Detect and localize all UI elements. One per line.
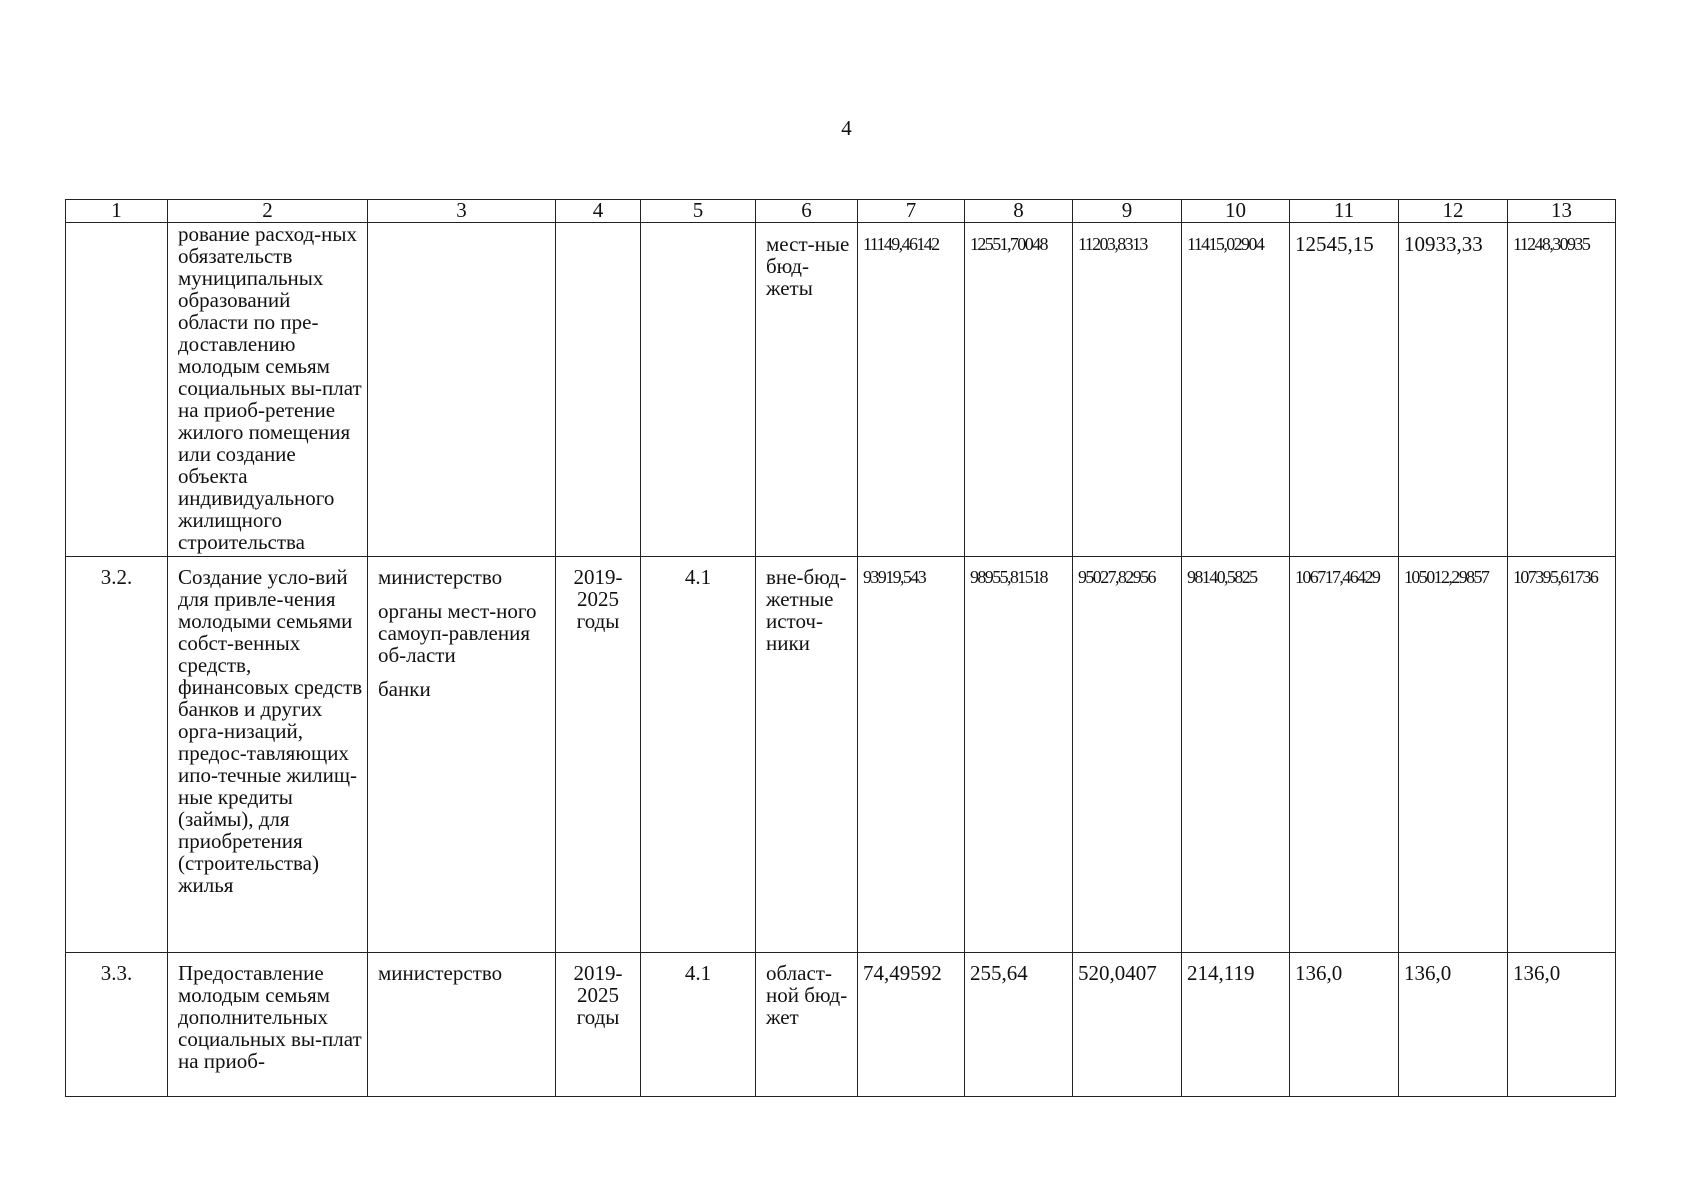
indicator-cell [641,953,756,1097]
value: 107395,61736 [1513,567,1598,587]
indicator-cell [641,557,756,953]
period: 2019-2025 годы [573,565,623,633]
column-header: 9 [1073,200,1182,223]
column-header: 2 [168,200,368,223]
value-cell [1182,953,1290,1097]
funding-source: мест-ные бюд-жеты [766,232,850,300]
column-header: 1 [66,200,168,223]
column-header: 11 [1290,200,1399,223]
funding-source: вне-бюд-жетные источ-ники [766,565,847,655]
column-header: 5 [641,200,756,223]
value: 136,0 [1513,961,1561,985]
measure-name-cell [168,557,368,953]
table-header-row [66,200,1616,223]
value-cell [1073,557,1182,953]
measure-name: рование расход-ных обязательств муниципальных образований области по пре-доставлению молодым семьям социальных вы-плат на приоб-ретение жилого помещения или создание объекта индивидуального жилищного строительства [178,222,362,554]
value: 136,0 [1295,961,1343,985]
value-cell [1399,557,1508,953]
column-header: 7 [858,200,965,223]
value: 105012,29857 [1404,567,1489,587]
executor: органы мест-ного самоуп-равления об-ласти [378,599,537,667]
value: 12545,15 [1295,232,1374,256]
column-header: 8 [965,200,1073,223]
value-cell [965,953,1073,1097]
value: 11248,30935 [1513,234,1590,254]
value: 106717,46429 [1295,567,1380,587]
executor: банки [378,677,431,701]
measure-name-cell [168,953,368,1097]
column-header: 6 [756,200,858,223]
indicator-cell [641,223,756,557]
period-cell [556,953,641,1097]
column-header: 10 [1182,200,1290,223]
table-row [66,953,1616,1097]
value: 98955,81518 [970,567,1047,587]
executors-cell [368,223,556,557]
value-cell [1508,557,1616,953]
executor: министерство [378,565,503,589]
row-number-cell [66,557,168,953]
value: 214,119 [1187,961,1255,985]
row-number-cell [66,223,168,557]
page-number: 4 [841,116,852,140]
column-header: 3 [368,200,556,223]
period: 2019-2025 годы [573,961,623,1029]
value-cell [858,223,965,557]
value-cell [1290,557,1399,953]
value-cell [1290,953,1399,1097]
program-measures-table [65,199,1616,1097]
funding-source: област-ной бюд-жет [766,961,848,1029]
row-number: 3.3. [100,961,133,985]
measure-name-cell [168,223,368,557]
column-header: 12 [1399,200,1508,223]
measure-name: Создание усло-вий для привле-чения молодыми семьями собст-венных средств, финансовых средств банков и других орга-низаций, предос-тавляющих ипо-течные жилищ-ные кредиты (займы), для приобретения (строительства) жилья [178,565,363,897]
period-cell [556,557,641,953]
value-cell [1399,223,1508,557]
value: 10933,33 [1404,232,1483,256]
funding-source-cell [756,223,858,557]
column-header: 4 [556,200,641,223]
value-cell [1182,223,1290,557]
value: 93919,543 [863,567,926,587]
value: 12551,70048 [970,234,1047,254]
value: 74,49592 [863,961,942,985]
executor: министерство [378,961,503,985]
indicator: 4.1 [684,565,712,589]
measure-name: Предоставление молодым семьям дополнительных социальных вы-плат на приоб- [178,961,362,1073]
table-row [66,557,1616,953]
funding-source-cell [756,557,858,953]
value: 11203,8313 [1078,234,1147,254]
value-cell [1073,953,1182,1097]
value-cell [1399,953,1508,1097]
value-cell [858,953,965,1097]
value-cell [965,557,1073,953]
value: 255,64 [970,961,1028,985]
value: 11415,02904 [1187,234,1264,254]
indicator: 4.1 [684,961,712,985]
executors-cell [368,953,556,1097]
value: 95027,82956 [1078,567,1155,587]
value-cell [858,557,965,953]
row-number-cell [66,953,168,1097]
column-header: 13 [1508,200,1616,223]
value-cell [1508,223,1616,557]
table-row [66,223,1616,557]
value-cell [1182,557,1290,953]
value-cell [965,223,1073,557]
value-cell [1290,223,1399,557]
funding-source-cell [756,953,858,1097]
executors-cell [368,557,556,953]
value-cell [1073,223,1182,557]
row-number: 3.2. [100,565,133,589]
value: 136,0 [1404,961,1452,985]
value: 520,0407 [1078,961,1157,985]
period-cell [556,223,641,557]
value: 98140,5825 [1187,567,1257,587]
value: 11149,46142 [863,234,939,254]
value-cell [1508,953,1616,1097]
